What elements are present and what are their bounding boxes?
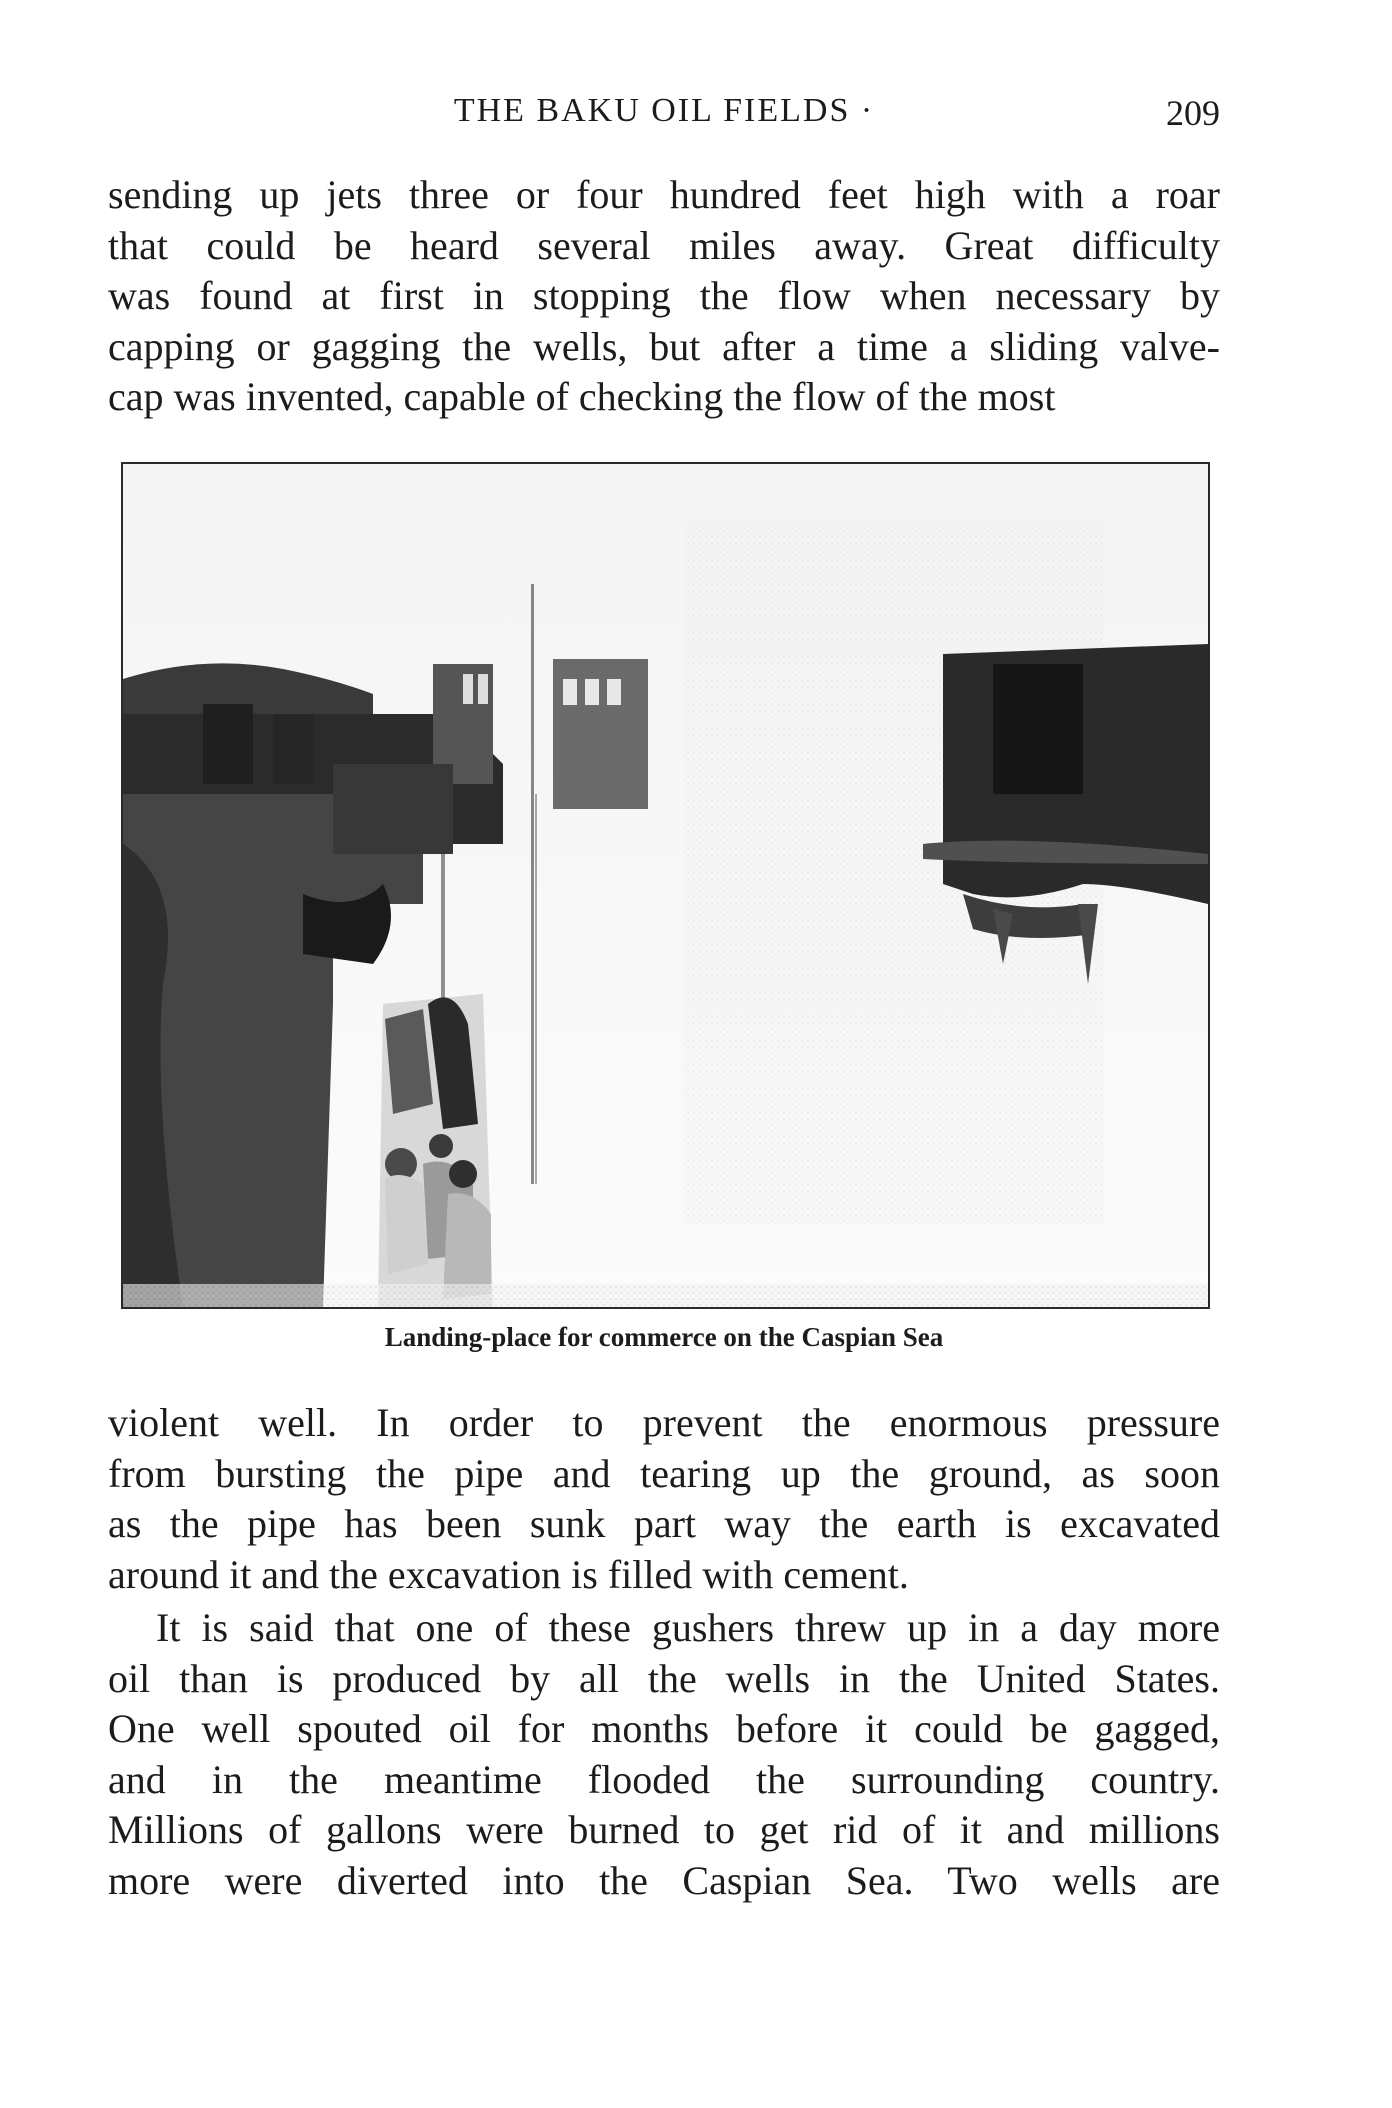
text-line: around it and the excavation is filled with cement. [108,1551,909,1597]
paragraph-2 [108,1398,1220,1600]
text-line: as the pipe has been sunk part way the earth is excavated [108,1501,1220,1546]
text-line: Millions of gallons were burned to get rid of it and millions [108,1807,1220,1852]
text-line: more were diverted into the Caspian Sea. Two wells are [108,1857,1220,1903]
paragraph-3 [108,1603,1220,1906]
photograph-landing-place [121,462,1210,1309]
paragraph-1 [108,170,1220,423]
text-line: was found at first in stopping the flow when necessary by [108,273,1220,318]
text-line: cap was invented, capable of checking the flow of the most [108,374,1056,419]
text-line: One well spouted oil for months before it could be gagged, [108,1706,1220,1751]
page-header [108,92,1220,142]
photograph-image [123,464,1208,1307]
text-line: and in the meantime flooded the surrounding country. [108,1756,1220,1802]
text-line: violent well. In order to prevent the enormous pressure [108,1400,1220,1445]
text-line: capping or gagging the wells, but after a time a sliding valve- [108,323,1220,369]
text-line: It is said that one of these gushers threw up in a day more [156,1605,1220,1650]
text-line: from bursting the pipe and tearing up the ground, as soon [108,1450,1220,1496]
page-number: 209 [1166,93,1220,133]
text-line: sending up jets three or four hundred feet high with a roar [108,172,1220,217]
figure-caption: Landing-place for commerce on the Caspian Sea [384,1322,944,1352]
text-line: oil than is produced by all the wells in the United States. [108,1655,1220,1701]
running-head: THE BAKU OIL FIELDS · [453,92,875,129]
text-line: that could be heard several miles away. Great difficulty [108,222,1220,268]
